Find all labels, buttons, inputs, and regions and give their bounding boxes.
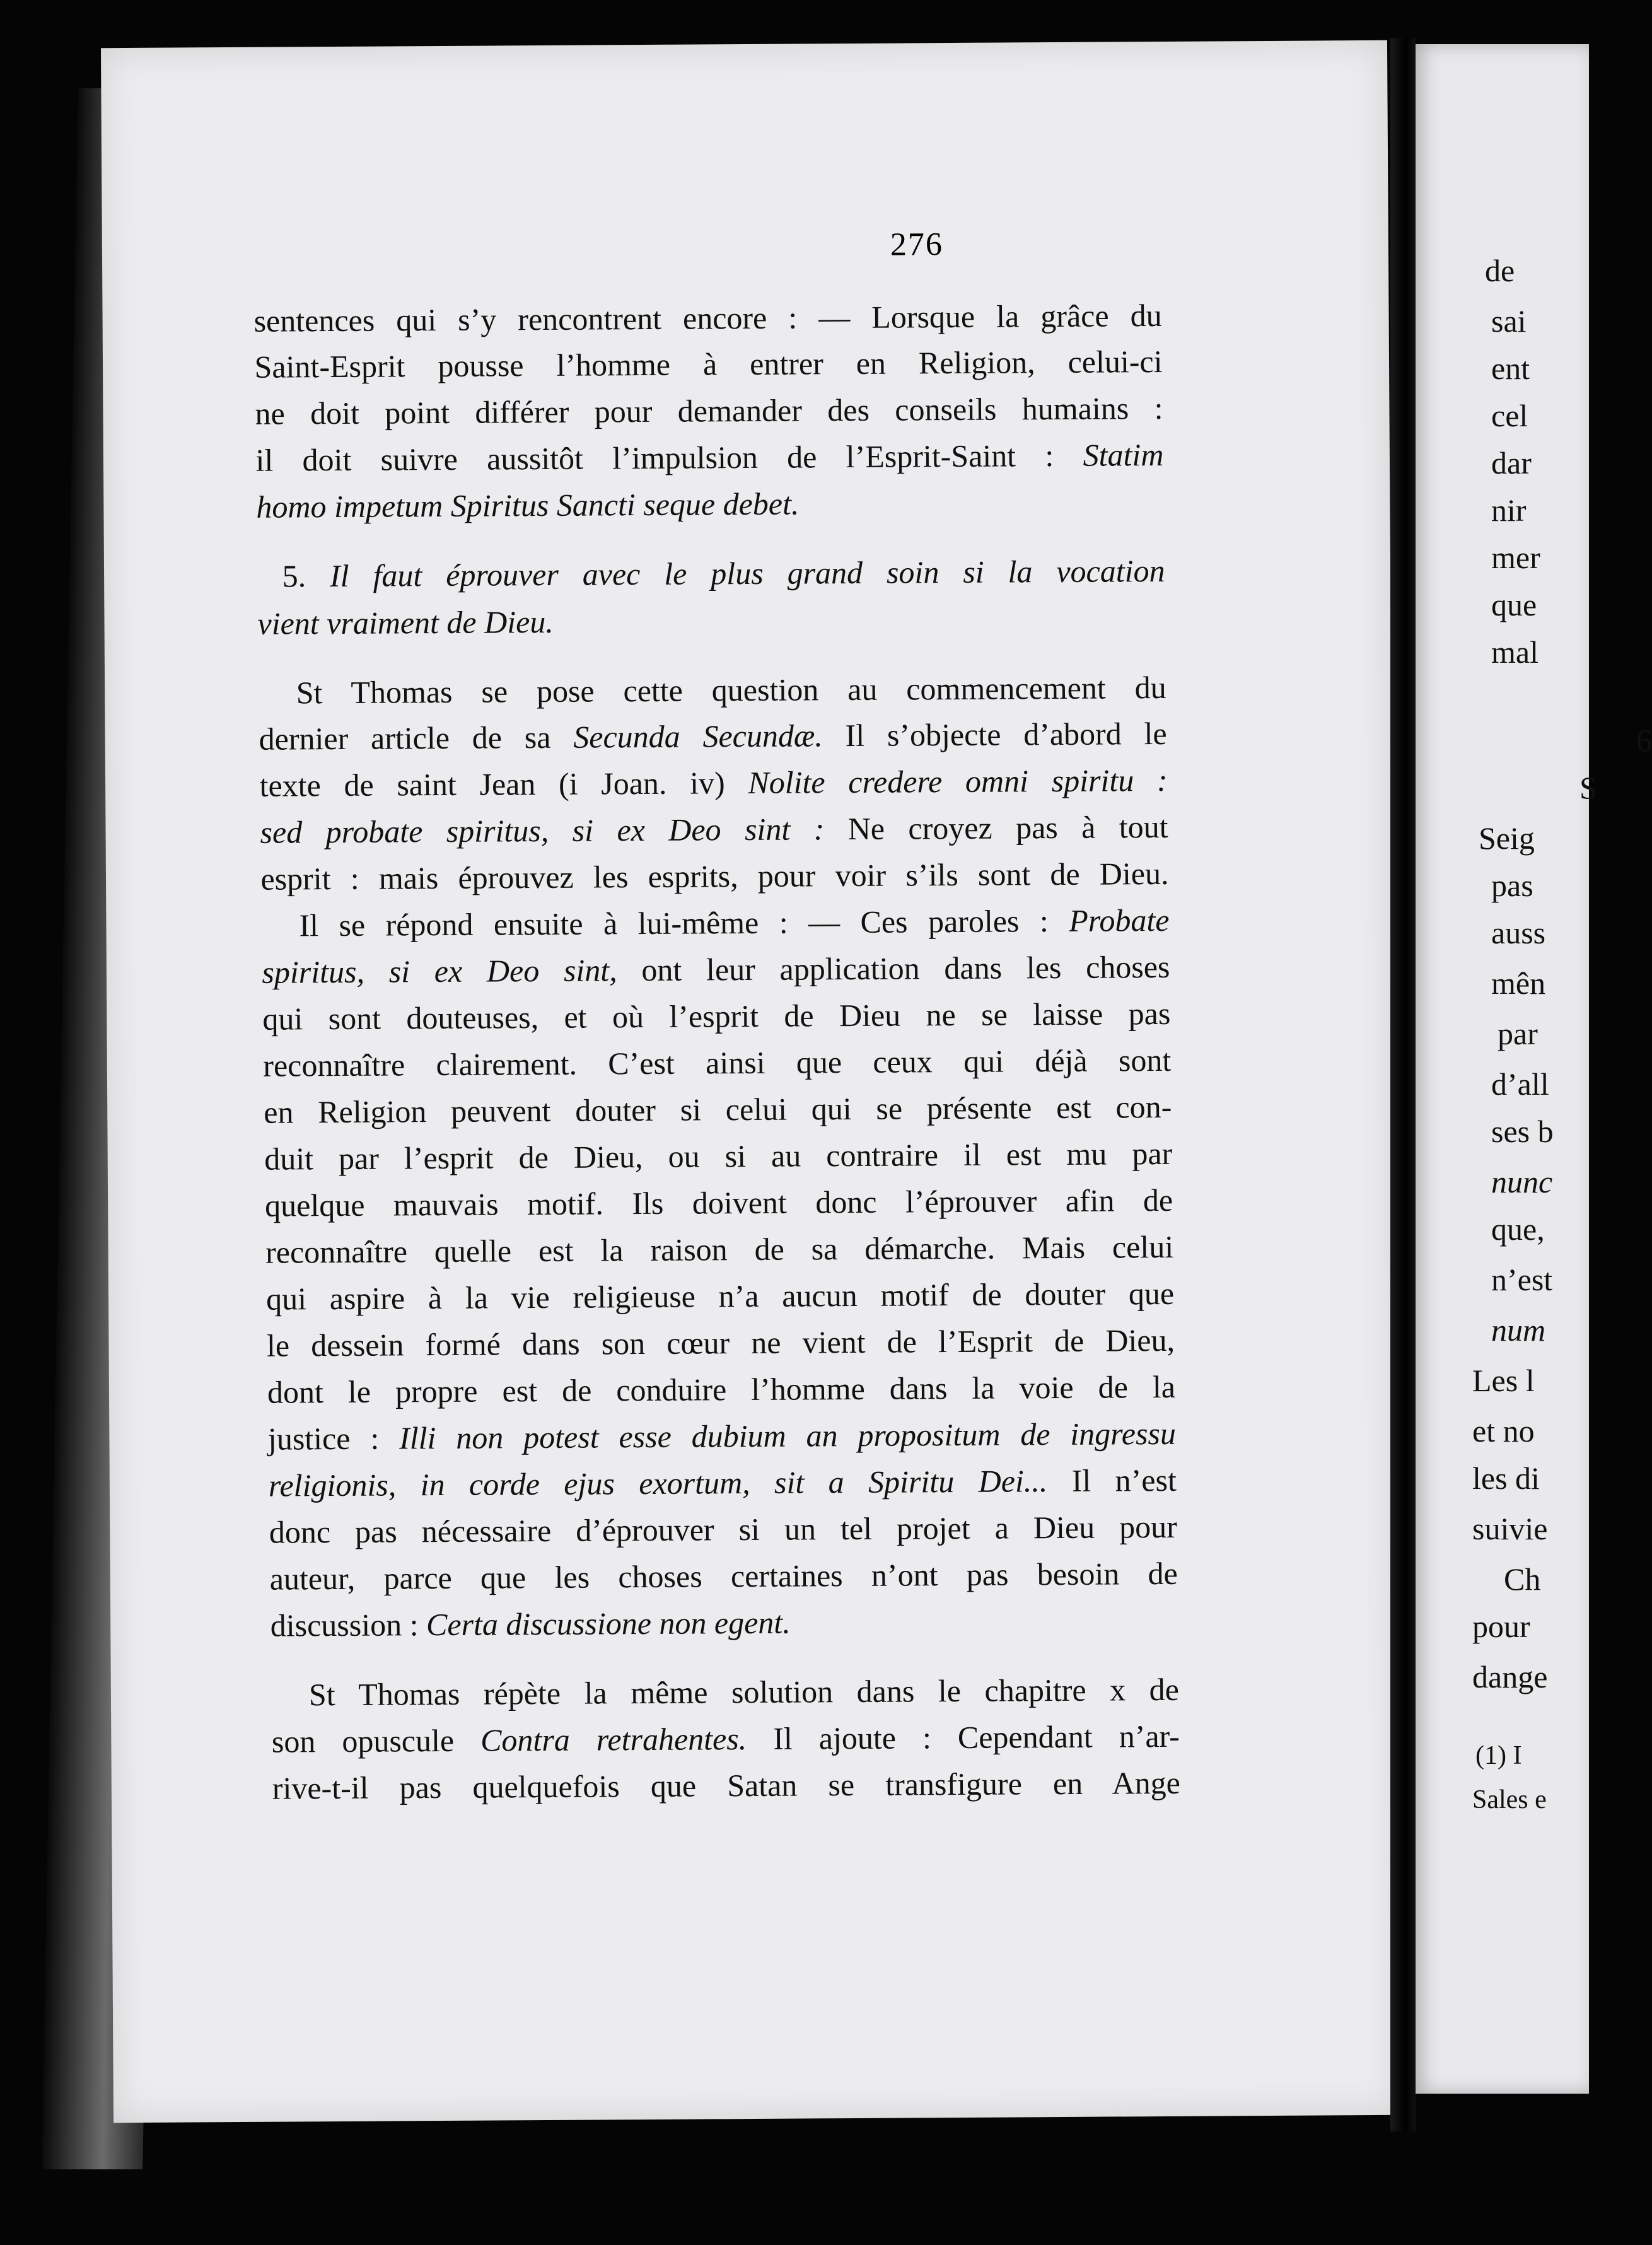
text-segment: dont le propre est de conduire l’homme dans la voie de la — [267, 1368, 1176, 1410]
facing-page-text-fragment: que, — [1491, 1211, 1545, 1247]
facing-page-text-fragment: mên — [1491, 965, 1546, 1001]
text-segment: auteur, parce que les choses certaines n’ont pas besoin de — [269, 1555, 1178, 1597]
text-segment: 5. — [282, 558, 330, 594]
text-segment: il doit suivre aussitôt l’impulsion de l’Esprit-Saint : — [255, 437, 1083, 478]
text-segment: quelque mauvais motif. Ils doivent donc l’éprouver afin de — [265, 1182, 1173, 1223]
facing-page-text-fragment: par — [1498, 1016, 1538, 1051]
facing-page-text-fragment: cel — [1491, 398, 1528, 433]
text-segment: Saint-Esprit pousse l’homme à entrer en Religion, celui-ci — [254, 343, 1163, 385]
book-gutter — [1390, 38, 1416, 2131]
text-segment: son opuscule — [271, 1722, 481, 1759]
text-line — [262, 948, 1170, 991]
text-segment: qui aspire à la vie religieuse n’a aucun motif de douter que — [265, 1275, 1175, 1317]
text-segment: sentences qui s’y rencontrent encore : — Lorsque la grâce du — [253, 297, 1162, 339]
text-segment: Il ajoute : Cependant n’ar- — [747, 1718, 1180, 1757]
facing-page-text-fragment: Ch — [1504, 1561, 1541, 1597]
text-segment: reconnaître quelle est la raison de sa démarche. Mais celui — [265, 1228, 1174, 1270]
facing-page-text-fragment: dar — [1491, 445, 1532, 481]
text-line — [255, 390, 1163, 432]
italic-text-segment: Nolite credere omni spiritu : — [748, 762, 1168, 801]
facing-page-text-fragment: Seig — [1479, 820, 1535, 856]
text-line — [282, 552, 1165, 595]
text-segment: ont leur application dans les choses — [617, 948, 1170, 988]
text-line — [272, 1718, 1180, 1760]
text-line — [269, 1462, 1177, 1504]
page-number: 276 — [890, 226, 944, 263]
text-line — [267, 1368, 1175, 1411]
text-line — [268, 1415, 1176, 1457]
italic-text-segment: Statim — [1083, 436, 1164, 473]
text-segment: rive-t-il pas quelquefois que Satan se transfigure en Ange — [272, 1764, 1180, 1806]
text-line — [264, 1088, 1172, 1131]
text-segment: Il s’objecte d’abord le — [822, 715, 1167, 754]
text-line — [253, 297, 1161, 339]
italic-text-segment: Illi non potest esse dubium an propositum de ingressu — [398, 1415, 1177, 1456]
text-line — [296, 669, 1166, 711]
text-line — [270, 1602, 1178, 1644]
text-segment: donc pas nécessaire d’éprouver si un tel projet a Dieu pour — [269, 1508, 1177, 1550]
text-segment: Ne croyez pas à tout — [824, 808, 1168, 847]
facing-page-text-fragment: 6 — [1636, 723, 1652, 758]
italic-text-segment: vient vraiment de Dieu. — [257, 604, 554, 641]
italic-text-segment: homo impetum Spiritus Sancti seque debet. — [256, 486, 800, 525]
text-line — [299, 902, 1169, 943]
book-page-left — [101, 40, 1400, 2123]
italic-text-segment: Contra retrahentes. — [480, 1721, 747, 1758]
text-line — [262, 995, 1170, 1037]
italic-text-segment: spiritus, si ex Deo sint, — [262, 952, 617, 990]
text-segment: Il n’est — [1047, 1462, 1177, 1499]
facing-page-text-fragment: ses b — [1491, 1114, 1554, 1149]
text-segment: ne doit point différer pour demander des conseils humains : — [255, 390, 1163, 431]
facing-page-text-fragment: Les l — [1472, 1363, 1535, 1398]
text-segment: reconnaître clairement. C’est ainsi que ceux qui déjà sont — [263, 1042, 1172, 1083]
text-line — [259, 762, 1167, 804]
text-line — [263, 1042, 1171, 1084]
italic-text-segment: Il faut éprouver avec le plus grand soin si la vocation — [329, 552, 1165, 594]
text-line — [265, 1228, 1173, 1271]
italic-text-segment: Probate — [1069, 902, 1170, 938]
facing-page-text-fragment: dange — [1472, 1659, 1548, 1694]
text-line — [255, 436, 1163, 479]
facing-page-text-fragment: pas — [1491, 868, 1533, 903]
facing-page-text-fragment: et no — [1472, 1413, 1535, 1449]
text-segment: duit par l’esprit de Dieu, ou si au contraire il est mu par — [264, 1135, 1173, 1177]
text-line — [267, 1322, 1175, 1364]
facing-page-text-fragment: (1) I — [1475, 1741, 1522, 1770]
text-segment: texte de saint Jean (i Joan. iv) — [259, 765, 748, 803]
text-segment: qui sont douteuses, et où l’esprit de Dieu ne se laisse pas — [262, 995, 1171, 1037]
facing-page-text-fragment: ent — [1491, 351, 1530, 386]
facing-page-text-fragment: mal — [1491, 634, 1539, 670]
facing-page-text-fragment: nir — [1491, 493, 1527, 528]
text-line — [265, 1182, 1173, 1224]
text-line — [269, 1508, 1177, 1551]
text-line — [309, 1671, 1179, 1713]
facing-page-text-fragment: sai — [1491, 303, 1527, 339]
text-line — [259, 715, 1166, 757]
facing-page-text-fragment: S — [1579, 770, 1597, 805]
facing-page-text-fragment: les di — [1472, 1461, 1540, 1496]
facing-page-text-fragment: n’est — [1491, 1262, 1553, 1297]
text-segment: dernier article de sa — [259, 719, 574, 757]
text-line — [270, 1555, 1178, 1597]
text-line — [264, 1135, 1172, 1177]
text-line — [266, 1275, 1174, 1317]
text-line — [260, 808, 1168, 851]
text-line — [254, 343, 1162, 385]
text-line — [260, 855, 1168, 897]
text-line — [272, 1764, 1180, 1807]
book-page-right-partial — [1416, 44, 1652, 2094]
facing-page-text-fragment: que — [1491, 587, 1537, 622]
text-segment: en Religion peuvent douter si celui qui se présente est con- — [264, 1088, 1172, 1130]
text-segment: justice : — [267, 1420, 400, 1457]
text-segment: discussion : — [270, 1607, 427, 1643]
italic-text-segment: Certa discussione non egent. — [426, 1604, 791, 1643]
facing-page-text-fragment: auss — [1491, 915, 1546, 950]
facing-page-text-fragment: pour — [1472, 1609, 1530, 1644]
text-line — [257, 600, 1165, 642]
italic-text-segment: Secunda Secundæ. — [573, 718, 823, 755]
facing-page-text-fragment: suivie — [1472, 1511, 1548, 1546]
italic-text-segment: religionis, in corde ejus exortum, sit a Spiritu Dei... — [268, 1463, 1048, 1503]
text-segment: St Thomas se pose cette question au commencement du — [296, 669, 1166, 711]
facing-page-text-fragment: Sales e — [1472, 1785, 1547, 1814]
text-segment: esprit : mais éprouvez les esprits, pour voir s’ils sont de Dieu. — [260, 855, 1169, 897]
text-segment: Il se répond ensuite à lui-même : — Ces paroles : — [299, 902, 1069, 943]
facing-page-text-fragment: num — [1491, 1312, 1546, 1348]
facing-page-text-fragment: de — [1485, 253, 1515, 288]
text-segment: St Thomas répète la même solution dans le chapitre x de — [308, 1671, 1180, 1713]
text-line — [256, 483, 1164, 525]
italic-text-segment: sed probate spiritus, si ex Deo sint : — [260, 811, 825, 850]
facing-page-text-fragment: d’all — [1491, 1066, 1549, 1102]
facing-page-text-fragment: mer — [1491, 540, 1540, 575]
facing-page-text-fragment: nunc — [1491, 1164, 1553, 1199]
text-segment: le dessein formé dans son cœur ne vient de l’Esprit de Dieu, — [266, 1322, 1175, 1363]
